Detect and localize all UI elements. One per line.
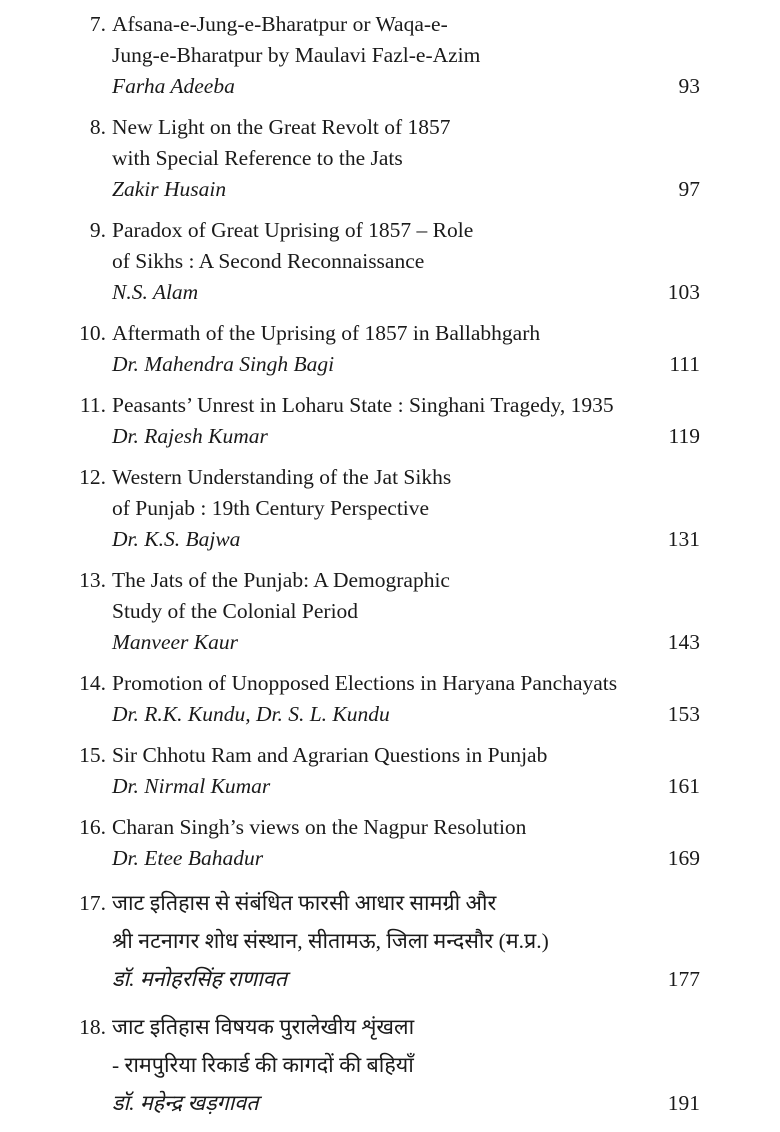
entry-number: 17. (79, 891, 106, 915)
entry-text (112, 812, 630, 874)
entry-page-number: 97 (678, 177, 700, 201)
entry-text (112, 318, 630, 380)
entry-page-number: 191 (667, 1091, 700, 1115)
entry-page-number: 169 (667, 846, 700, 870)
toc-entry (60, 1008, 700, 1122)
toc-entry (60, 884, 700, 998)
entry-title-line: Peasants’ Unrest in Loharu State : Singhani Tragedy, 1935 (112, 393, 614, 417)
entry-author: Dr. Etee Bahadur (112, 846, 264, 870)
toc-entry (60, 112, 700, 205)
entry-text (112, 9, 630, 102)
toc-entry (60, 740, 700, 802)
entry-number: 7. (89, 12, 106, 36)
entry-title-line: The Jats of the Punjab: A Demographic (112, 568, 450, 592)
entry-author: Farha Adeeba (112, 74, 235, 98)
entry-title-line: जाट इतिहास से संबंधित फारसी आधार सामग्री और (112, 891, 497, 915)
entry-number: 16. (79, 815, 106, 839)
entry-text (112, 740, 630, 802)
entry-number: 10. (79, 321, 106, 345)
entry-number: 9. (89, 218, 106, 242)
entry-number: 11. (79, 393, 106, 417)
entry-number: 18. (79, 1015, 106, 1039)
toc-entry (60, 565, 700, 658)
entry-title-line: Paradox of Great Uprising of 1857 – Role (112, 218, 474, 242)
entry-author: डॉ. मनोहरसिंह राणावत (112, 967, 287, 991)
entry-page-number: 119 (668, 424, 700, 448)
entry-page-number: 93 (678, 74, 700, 98)
entry-title-line: Promotion of Unopposed Elections in Haryana Panchayats (112, 671, 618, 695)
entry-text (112, 112, 630, 205)
entry-number: 14. (79, 671, 106, 695)
entry-number: 8. (89, 115, 106, 139)
entry-title-line: of Punjab : 19th Century Perspective (112, 496, 430, 520)
entry-author: Dr. R.K. Kundu, Dr. S. L. Kundu (112, 702, 390, 726)
entry-title-line: Aftermath of the Uprising of 1857 in Ballabhgarh (112, 321, 541, 345)
entry-author: डॉ. महेन्द्र खड़गावत (112, 1091, 259, 1115)
entry-title-line: Sir Chhotu Ram and Agrarian Questions in Punjab (112, 743, 548, 767)
entry-title-line: जाट इतिहास विषयक पुरालेखीय शृंखला (112, 1015, 415, 1039)
toc-entry (60, 318, 700, 380)
entry-number: 12. (79, 465, 106, 489)
table-of-contents (60, 9, 700, 1132)
entry-page-number: 103 (667, 280, 700, 304)
toc-entry (60, 812, 700, 874)
toc-entry (60, 215, 700, 308)
entry-title-line: Western Understanding of the Jat Sikhs (112, 465, 452, 489)
entry-text (112, 565, 630, 658)
entry-page-number: 153 (667, 702, 700, 726)
entry-author: N.S. Alam (112, 280, 199, 304)
entry-text (112, 668, 630, 730)
entry-title-line: Study of the Colonial Period (112, 599, 359, 623)
entry-text (112, 390, 630, 452)
entry-page-number: 143 (667, 630, 700, 654)
toc-entry (60, 462, 700, 555)
entry-author: Manveer Kaur (112, 630, 238, 654)
entry-title-line: श्री नटनागर शोध संस्थान, सीतामऊ, जिला मन्दसौर (म.प्र.) (112, 929, 549, 953)
entry-number: 15. (79, 743, 106, 767)
entry-number: 13. (79, 568, 106, 592)
entry-author: Dr. Nirmal Kumar (112, 774, 271, 798)
entry-title-line: Charan Singh’s views on the Nagpur Resolution (112, 815, 527, 839)
entry-text (112, 884, 630, 998)
entry-author: Dr. K.S. Bajwa (112, 527, 241, 551)
entry-text (112, 215, 630, 308)
entry-title-line: of Sikhs : A Second Reconnaissance (112, 249, 425, 273)
entry-author: Zakir Husain (112, 177, 227, 201)
entry-page-number: 161 (667, 774, 700, 798)
entry-page-number: 131 (667, 527, 700, 551)
entry-title-line: - रामपुरिया रिकार्ड की कागदों की बहियाँ (112, 1053, 414, 1077)
entry-text (112, 462, 630, 555)
entry-page-number: 177 (667, 967, 700, 991)
toc-entry (60, 668, 700, 730)
entry-title-line: Afsana-e-Jung-e-Bharatpur or Waqa-e- (112, 12, 448, 36)
entry-title-line: New Light on the Great Revolt of 1857 (112, 115, 451, 139)
entry-author: Dr. Rajesh Kumar (112, 424, 268, 448)
toc-entry (60, 9, 700, 102)
entry-author: Dr. Mahendra Singh Bagi (112, 352, 335, 376)
toc-entry (60, 390, 700, 452)
entry-page-number: 111 (669, 352, 700, 376)
entry-text (112, 1008, 630, 1122)
entry-title-line: Jung-e-Bharatpur by Maulavi Fazl-e-Azim (112, 43, 481, 67)
entry-title-line: with Special Reference to the Jats (112, 146, 403, 170)
